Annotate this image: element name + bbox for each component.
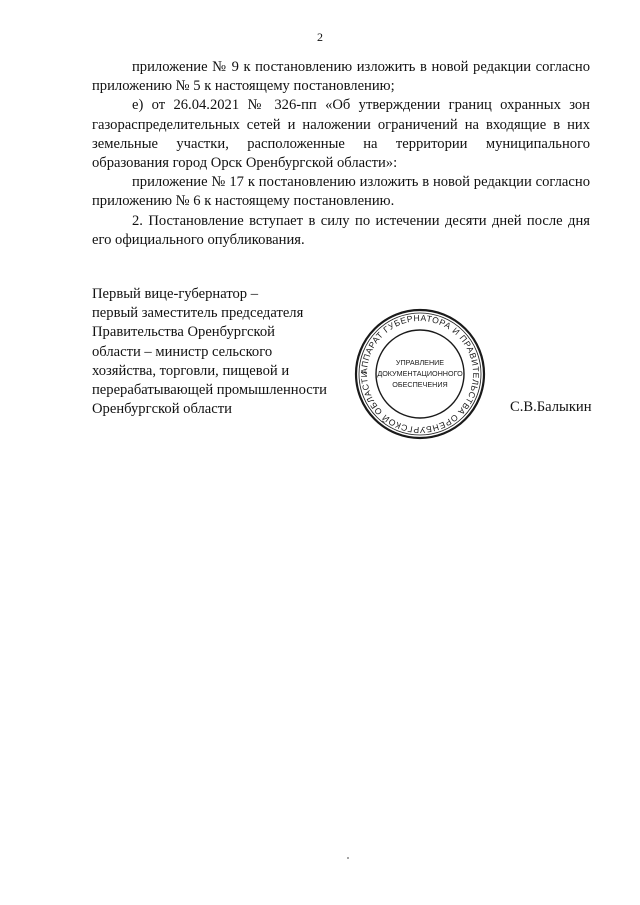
seal-center-line: УПРАВЛЕНИЕ: [395, 358, 445, 367]
position-line: первый заместитель председателя: [92, 305, 304, 322]
position-line: Оренбургской области: [92, 401, 232, 418]
paragraph-annex-9: приложение № 9 к постановлению изложить в новой редакции согласно приложению № 5 к настоящему постановлению;: [92, 59, 590, 95]
document-body: [92, 58, 590, 250]
paragraph-resolution-326: е) от 26.04.2021 № 326-пп «Об утверждении границ охранных зон газораспределительных сетей и наложении ограничений на входящие в них земельные участки, расположенные на территории муниципального образования город Орск Оренбургской области»:: [92, 97, 590, 172]
seal-center-line: ДОКУМЕНТАЦИОННОГО: [377, 369, 463, 378]
seal-center-line: ОБЕСПЕЧЕНИЯ: [392, 380, 448, 389]
paragraph-annex-17: приложение № 17 к постановлению изложить в новой редакции согласно приложению № 6 к настоящему постановлению.: [92, 174, 590, 210]
scan-speck: [347, 857, 349, 859]
official-seal-stamp: [352, 306, 488, 442]
signatory-position: [92, 285, 352, 419]
page-number: 2: [317, 30, 323, 44]
seal-ring-text: АППАРАТ ГУБЕРНАТОРА И ПРАВИТЕЛЬСТВА ОРЕНБУРГСКОЙ ОБЛАСТИ: [358, 312, 482, 436]
position-line: перерабатывающей промышленности: [92, 382, 327, 399]
position-line: области – министр сельского: [92, 343, 273, 360]
position-line: Правительства Оренбургской: [92, 324, 275, 341]
signer-name: С.В.Балыкин: [510, 399, 592, 415]
position-line: Первый вице-губернатор –: [92, 286, 259, 302]
paragraph-effective-date: 2. Постановление вступает в силу по истечении десяти дней после дня его официального опубликования.: [92, 212, 590, 248]
position-line: хозяйства, торговли, пищевой и: [92, 362, 290, 379]
